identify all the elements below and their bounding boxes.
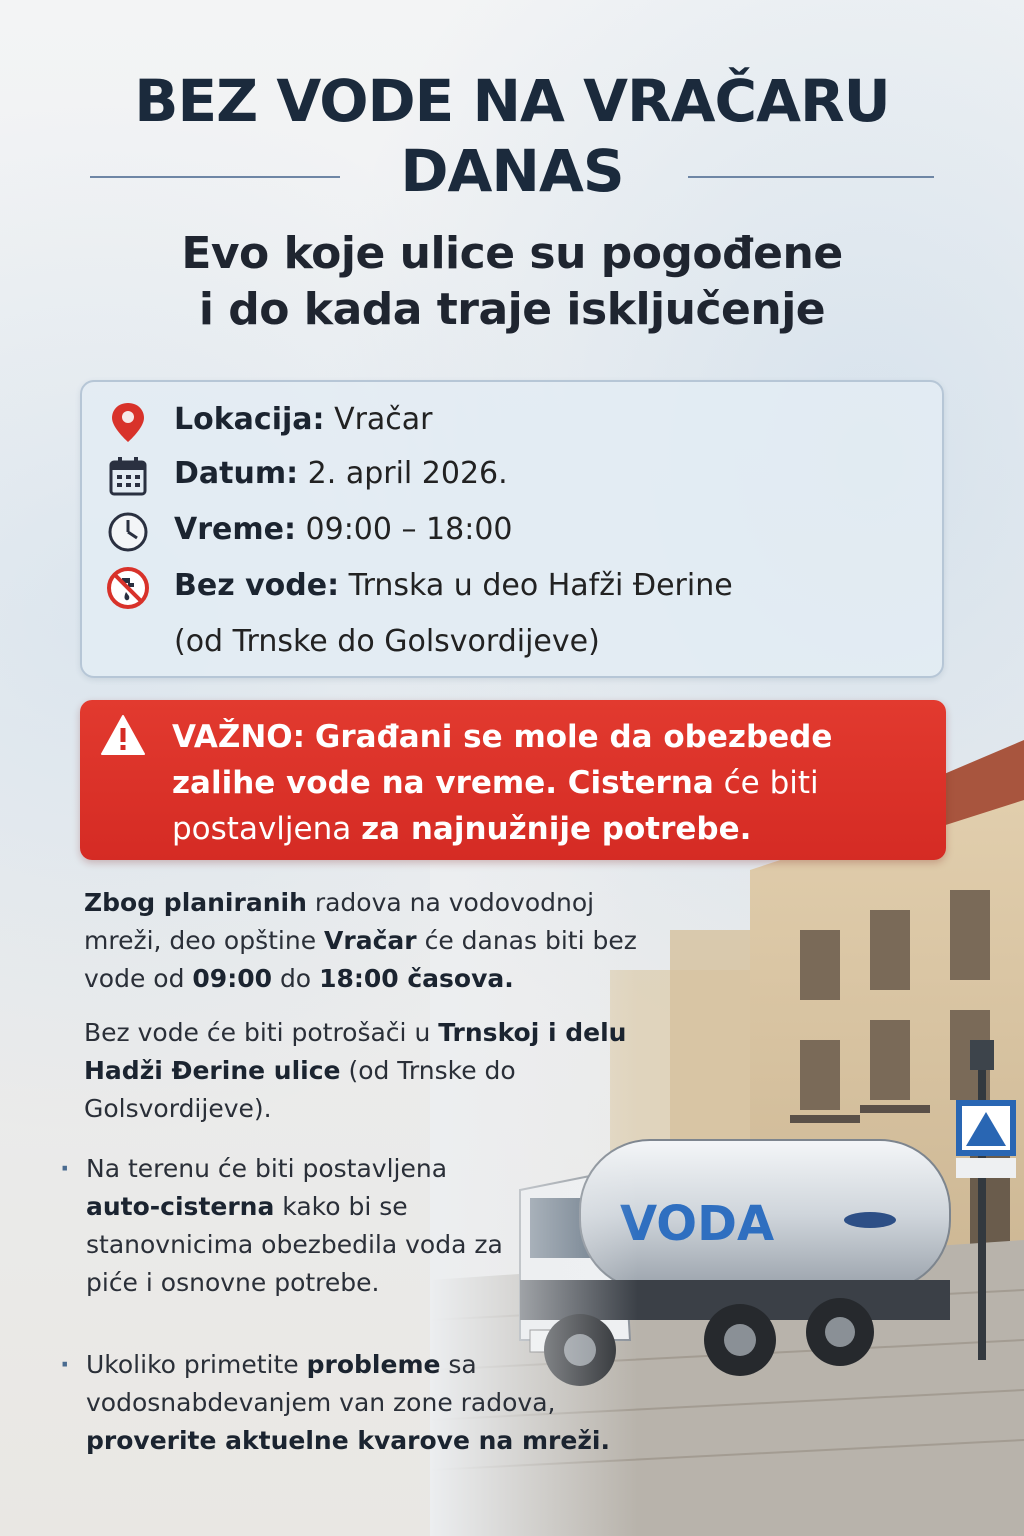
clock-icon — [106, 510, 150, 554]
p1-bold2: Vračar — [324, 926, 417, 955]
p2-text2: (od Trnske do Golsvordijeve). — [84, 1056, 516, 1123]
b1-text2: kako bi se stanovnicima obezbedila voda za piće i osnovne potrebe. — [86, 1192, 503, 1297]
no-water-value-line1: Trnska u deo Hafži Đerine — [348, 568, 733, 603]
b2-text1: Ukoliko primetite — [86, 1350, 299, 1379]
no-water-icon — [106, 566, 150, 610]
b1-bold1: auto-cisterna — [86, 1192, 275, 1221]
info-row-time — [106, 502, 926, 558]
date-label: Datum: — [174, 456, 299, 491]
alert-text-plain1: će biti — [723, 765, 819, 801]
p1-text2: će danas biti bez vode od — [84, 926, 637, 993]
p1-text1: radova na vodovodnoj mreži, deo opštine — [84, 888, 595, 955]
location-value: Vračar — [334, 402, 433, 437]
bullet-dot: · — [60, 1350, 70, 1379]
bullet-dot: · — [60, 1154, 70, 1183]
no-water-value-line2: (od Trnske do Golsvordijeve) — [174, 624, 600, 659]
alert-text-plain2: postavljena — [172, 811, 352, 847]
p1-bold3: 09:00 — [192, 964, 272, 993]
p2-bold1: Trnskoj i delu Hadži Đerine ulice — [84, 1018, 627, 1085]
p1-text3: do — [279, 964, 312, 993]
p1-bold1: Zbog planiranih — [84, 888, 307, 917]
paragraph-affected — [84, 1014, 644, 1128]
info-row-location — [106, 392, 926, 448]
info-row-date — [106, 446, 926, 502]
subtitle — [100, 226, 924, 338]
page-title-line1: BEZ VODE NA VRAČARU — [134, 67, 890, 135]
alert-text-bold1: Građani se mole da obezbede — [314, 719, 833, 755]
p2-text1: Bez vode će biti potrošači u — [84, 1018, 431, 1047]
no-water-label: Bez vode: — [174, 568, 340, 603]
location-label: Lokacija: — [174, 402, 325, 437]
list-item-tanker — [60, 1150, 520, 1340]
subtitle-line2: i do kada traje isključenje — [198, 284, 826, 335]
page-title-line2-wrap — [0, 136, 1024, 206]
important-alert — [80, 700, 946, 860]
list-item-problems — [60, 1346, 700, 1466]
location-pin-icon — [106, 400, 150, 444]
title-divider-right — [688, 176, 934, 178]
b2-bold2: proverite aktuelne kvarove na mreži. — [86, 1426, 610, 1455]
subtitle-line1: Evo koje ulice su pogođene — [181, 228, 843, 279]
info-card — [80, 380, 944, 678]
warning-icon — [100, 714, 146, 756]
b2-bold1: probleme — [306, 1350, 441, 1379]
time-label: Vreme: — [174, 512, 296, 547]
date-value: 2. april 2026. — [307, 456, 508, 491]
alert-text-bold3: za najnužnije potrebe. — [361, 811, 752, 847]
b1-text1: Na terenu će biti postavljena — [86, 1154, 448, 1183]
b2-text2: sa vodosnabdevanjem van zone radova, — [86, 1350, 556, 1417]
alert-label: VAŽNO: — [172, 719, 306, 755]
alert-text-bold2: zalihe vode na vreme. Cisterna — [172, 765, 714, 801]
info-row-no-water — [106, 558, 926, 670]
p1-bold4: 18:00 časova. — [319, 964, 514, 993]
calendar-icon — [106, 454, 150, 498]
page-title-line2: DANAS — [400, 137, 624, 205]
paragraph-intro — [84, 884, 674, 998]
time-value: 09:00 – 18:00 — [305, 512, 513, 547]
